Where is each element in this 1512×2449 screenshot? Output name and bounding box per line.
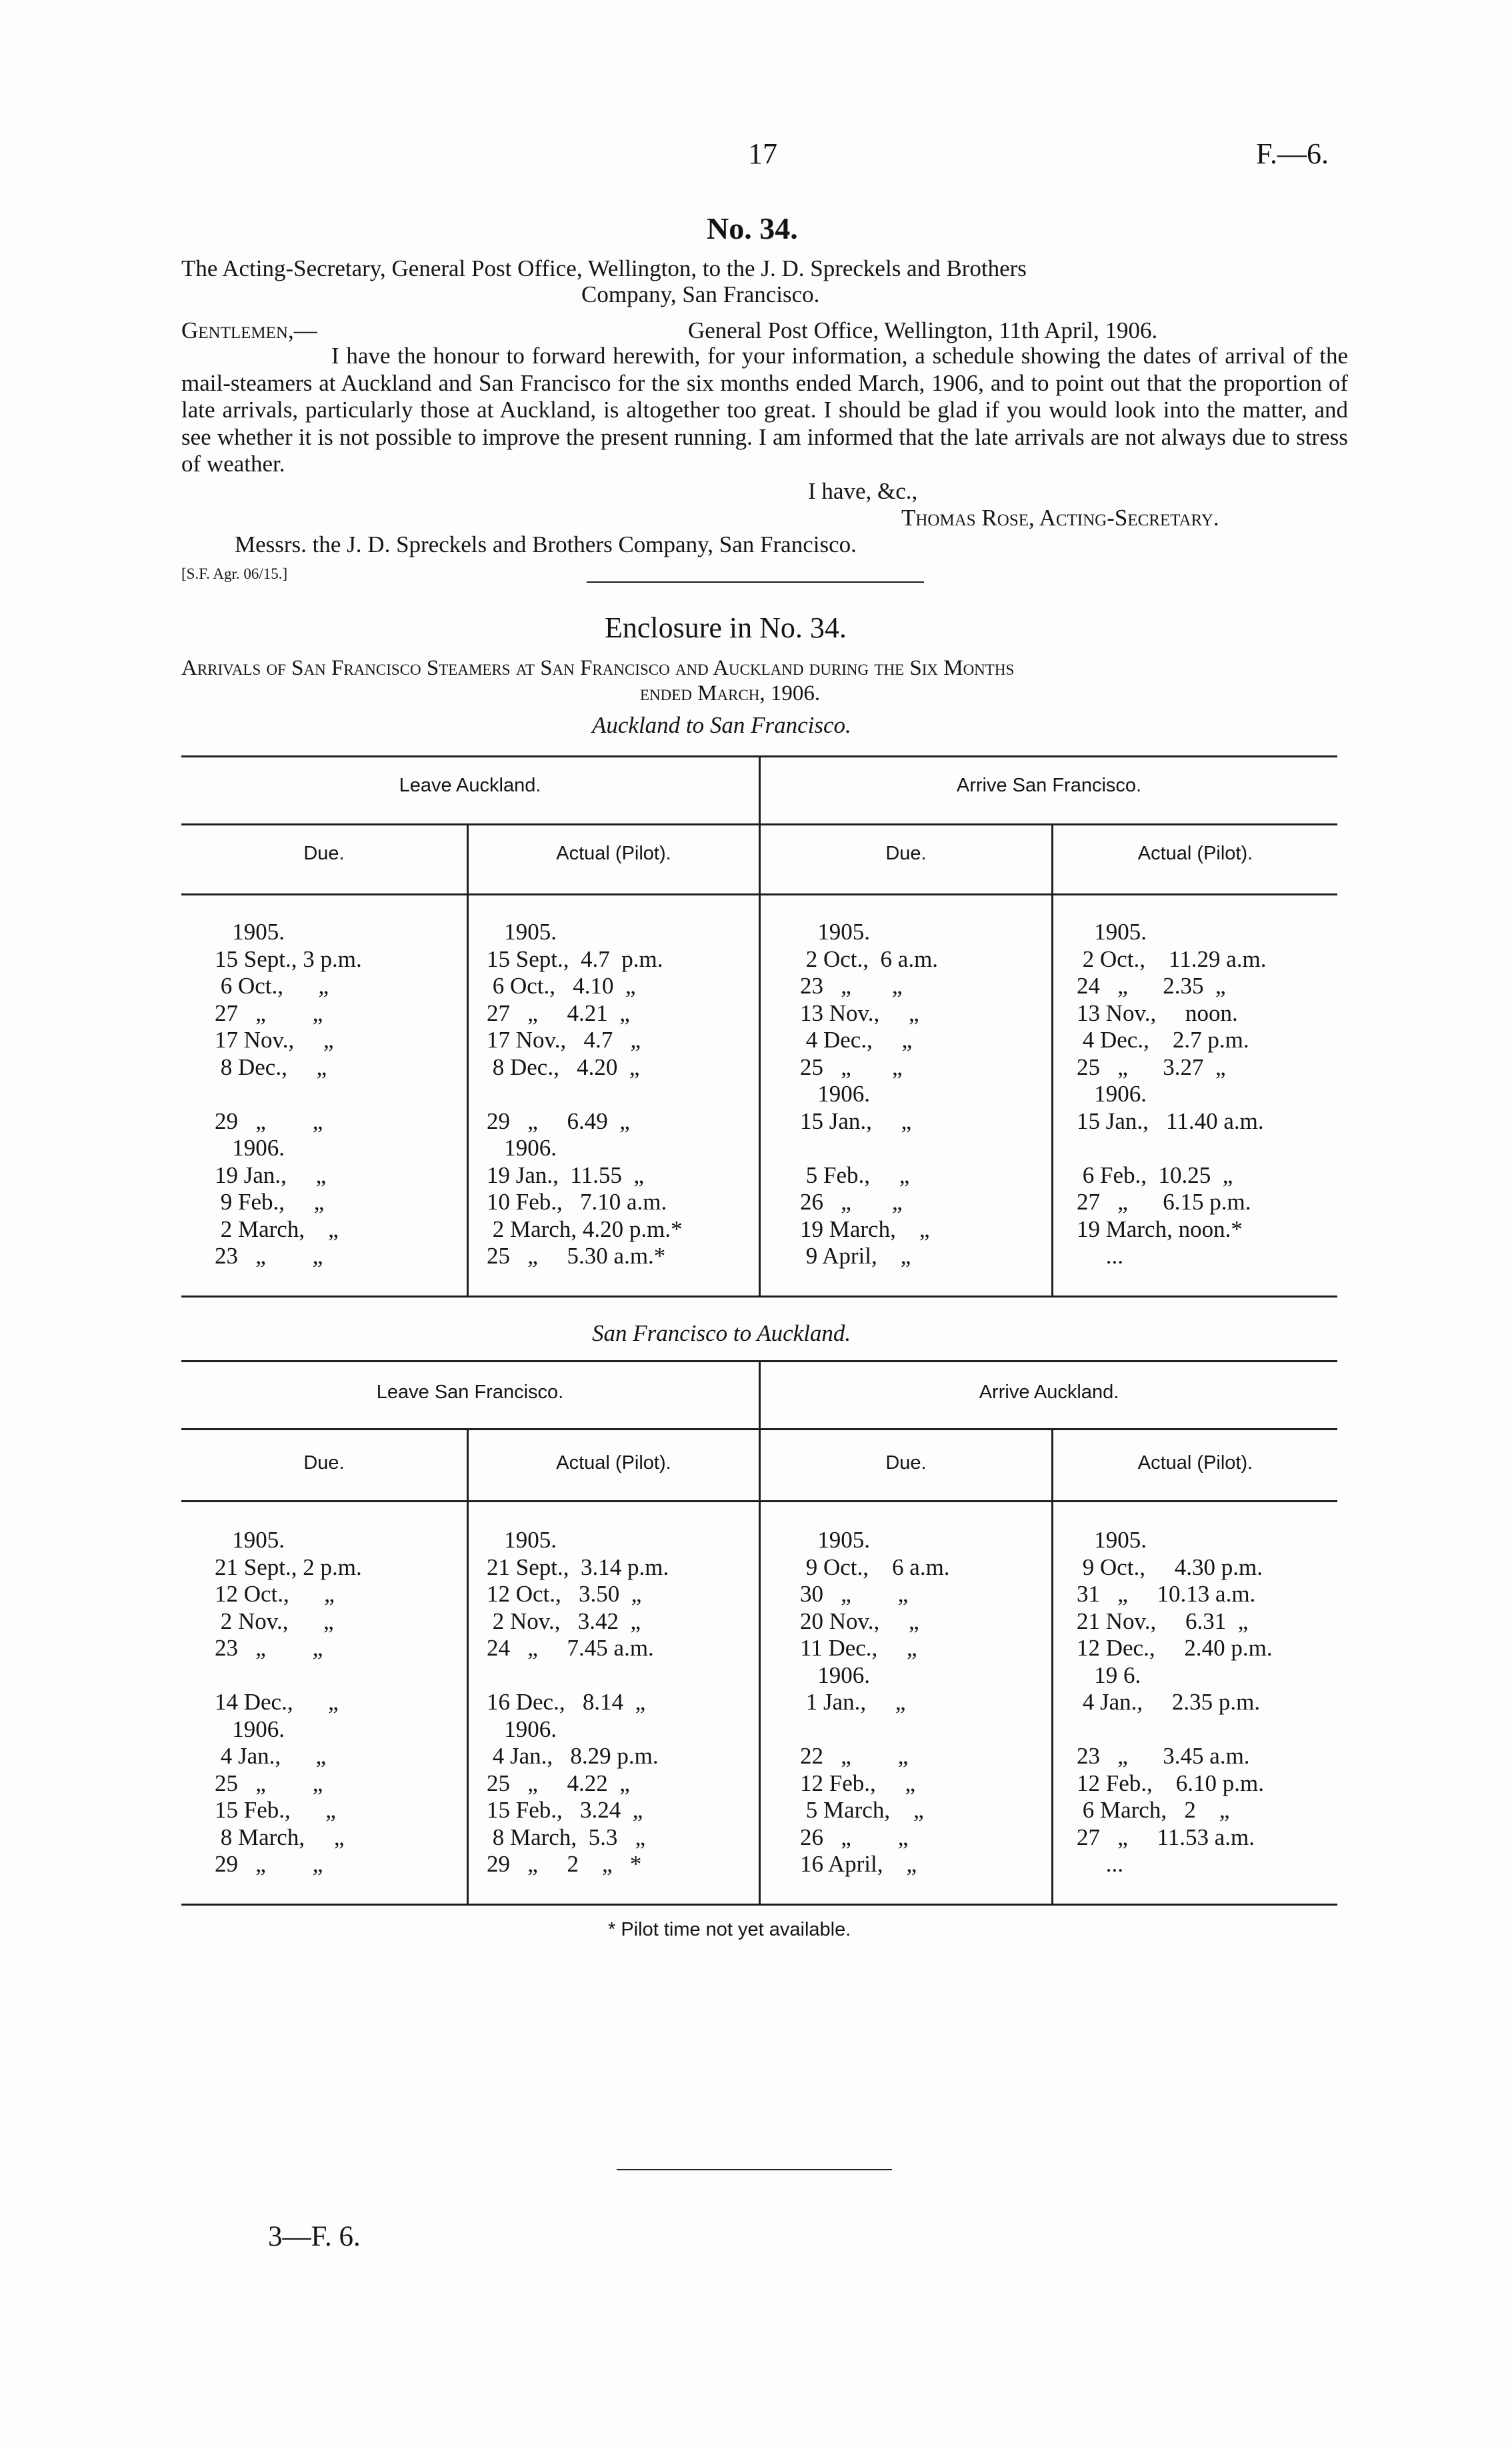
table2-col-actual-leave: Actual (Pilot).: [556, 1452, 671, 1474]
table1-cell: 25 „ 5.30 a.m.*: [487, 1243, 666, 1269]
table1-cell: 5 Feb., „: [800, 1161, 910, 1188]
table2-cell: 1905.: [215, 1527, 285, 1553]
table1-cell: 26 „ „: [800, 1189, 903, 1215]
letter-recipient: Messrs. the J. D. Spreckels and Brothers Company, San Francisco.: [235, 531, 857, 557]
table2-cell: 12 Oct., 3.50 „: [487, 1581, 642, 1607]
table2-body-divider-2: [759, 1500, 761, 1904]
table1-col-due-arrive: Due.: [885, 843, 927, 864]
table1-cell: 8 Dec., „: [215, 1053, 327, 1080]
table1-col-actual-arrive: Actual (Pilot).: [1137, 843, 1253, 864]
document-reference: F.—6.: [1256, 137, 1329, 170]
table2-cell: 16 April, „: [800, 1851, 917, 1877]
table2-cell: 25 „ „: [215, 1770, 323, 1796]
table1-cell: 19 Jan., 11.55 „: [487, 1161, 644, 1188]
table1-cell: 29 „ 6.49 „: [487, 1107, 630, 1134]
table1-cell: 1905.: [1077, 919, 1147, 945]
table1-cell: 6 Oct., 4.10 „: [487, 973, 636, 999]
table2-cell: 24 „ 7.45 a.m.: [487, 1635, 654, 1661]
table1-cell: 1906.: [800, 1081, 870, 1107]
file-reference: [S.F. Agr. 06/15.]: [181, 565, 288, 582]
table1-cell: 24 „ 2.35 „: [1077, 973, 1226, 999]
table2-cell: 1905.: [1077, 1527, 1147, 1553]
table2-cell: 19 6.: [1077, 1662, 1141, 1688]
table2-cell: 12 Feb., 6.10 p.m.: [1077, 1770, 1264, 1796]
table2-cell: 16 Dec., 8.14 „: [487, 1689, 646, 1715]
table2-cell: 2 Nov., 3.42 „: [487, 1608, 641, 1634]
enclosure-title: Enclosure in No. 34.: [605, 611, 847, 644]
table2-cell: 31 „ 10.13 a.m.: [1077, 1581, 1256, 1607]
table2-cell: 2 Nov., „: [215, 1608, 334, 1634]
table2-cell: 30 „ „: [800, 1581, 909, 1607]
footnote: * Pilot time not yet available.: [608, 1919, 851, 1940]
table1-cell: 1906.: [215, 1135, 285, 1161]
letter-address-line2: Company, San Francisco.: [581, 281, 820, 307]
enclosure-heading-line1: Arrivals of San Francisco Steamers at San Francisco and Auckland during the Six Months: [181, 656, 1015, 680]
table1-title: Auckland to San Francisco.: [592, 712, 851, 738]
table1-cell: 13 Nov., noon.: [1077, 999, 1238, 1026]
letter-address-line1: The Acting-Secretary, General Post Office, Wellington, to the J. D. Spreckels and Brothers: [181, 255, 1027, 281]
table2-group-left: Leave San Francisco.: [376, 1382, 564, 1403]
table2-cell: 25 „ 4.22 „: [487, 1770, 630, 1796]
table1-col-due-leave: Due.: [303, 843, 345, 864]
table2-cell: 4 Jan., 2.35 p.m.: [1077, 1689, 1261, 1715]
letter-body: [181, 343, 1348, 478]
table1-cell: 27 „ „: [215, 999, 323, 1026]
table2-col-due-arrive: Due.: [885, 1452, 927, 1474]
table1-cell: 25 „ „: [800, 1053, 903, 1080]
table1-cell: 15 Sept., 3 p.m.: [215, 945, 362, 972]
table2-cell: 11 Dec., „: [800, 1635, 917, 1661]
table2-cell: 6 March, 2 „: [1077, 1797, 1230, 1823]
letter-closing: I have, &c.,: [808, 478, 918, 504]
table1-cell: 9 Feb., „: [215, 1189, 325, 1215]
table1-cell: 6 Oct., „: [215, 973, 329, 999]
letter-signature: Thomas Rose, Acting-Secretary.: [901, 505, 1219, 531]
table2-cell: 15 Feb., „: [215, 1797, 336, 1823]
table1-cell: 23 „ „: [215, 1243, 323, 1269]
table1-cell: 1905.: [487, 919, 557, 945]
table2-cell: 8 March, „: [215, 1824, 345, 1850]
table2-cell: 8 March, 5.3 „: [487, 1824, 646, 1850]
table2-body-divider-1: [467, 1500, 469, 1904]
table1-cell: 4 Dec., „: [800, 1027, 913, 1053]
page-number: 17: [748, 137, 777, 170]
enclosure-heading-line2: ended March, 1906.: [640, 681, 821, 705]
table1-cell: 2 Oct., 6 a.m.: [800, 945, 939, 972]
table1-group-left: Leave Auckland.: [399, 775, 541, 796]
table1-cell: 4 Dec., 2.7 p.m.: [1077, 1027, 1249, 1053]
table2-cell: 23 „ 3.45 a.m.: [1077, 1743, 1250, 1769]
table2-cell: 9 Oct., 6 a.m.: [800, 1554, 950, 1580]
table1-cell: 2 March, „: [215, 1215, 339, 1242]
table1-body-divider-2: [759, 893, 761, 1296]
table2-cell: 12 Oct., „: [215, 1581, 335, 1607]
table2-cell: 1906.: [215, 1716, 285, 1742]
table2-col-actual-arrive: Actual (Pilot).: [1137, 1452, 1253, 1474]
table1-cell: 13 Nov., „: [800, 999, 919, 1026]
table2-cell: 9 Oct., 4.30 p.m.: [1077, 1554, 1263, 1580]
letter-salutation: Gentlemen,—: [181, 317, 317, 343]
table2-cell: 29 „ 2 „ *: [487, 1851, 642, 1877]
letter-body-text: I have the honour to forward herewith, for your information, a schedule showing the dates of arrival of the mail-steamers at Auckland and San Francisco for the six months ended March, 1906, and to point out that the proportion of late arrivals, particularly those at Auckland, is altogether too great. I should be glad if you would look into the matter, and see whether it is not possible to improve the present running. I am informed that the late arrivals are not always due to stress of weather.: [181, 343, 1348, 477]
table1-cell: 19 March, noon.*: [1077, 1215, 1243, 1242]
table2-cell: 29 „ „: [215, 1851, 323, 1877]
table2-cell: 26 „ „: [800, 1824, 909, 1850]
signature-mark: 3—F. 6.: [268, 2221, 361, 2252]
table2-cell: 1906.: [487, 1716, 557, 1742]
table2-body-divider-3: [1051, 1500, 1053, 1904]
table2-cell: 23 „ „: [215, 1635, 323, 1661]
table2-cell: 14 Dec., „: [215, 1689, 339, 1715]
table1-cell: 29 „ „: [215, 1107, 323, 1134]
table2-cell: 22 „ „: [800, 1743, 909, 1769]
table1-cell: ...: [1077, 1243, 1123, 1269]
table1-cell: 1906.: [1077, 1081, 1147, 1107]
table2-group-right: Arrive Auckland.: [979, 1382, 1119, 1403]
table1-cell: 27 „ 4.21 „: [487, 999, 630, 1026]
table2-bottom-rule: [181, 1904, 1337, 1906]
table1-body-divider-1: [467, 893, 469, 1296]
table1-cell: 6 Feb., 10.25 „: [1077, 1161, 1233, 1188]
section-divider: [587, 581, 924, 583]
table2-cell: 20 Nov., „: [800, 1608, 919, 1634]
table2-title: San Francisco to Auckland.: [592, 1320, 851, 1346]
table2-cell: 12 Feb., „: [800, 1770, 916, 1796]
table2-cell: 1905.: [487, 1527, 557, 1553]
table1-cell: 2 March, 4.20 p.m.*: [487, 1215, 683, 1242]
table2-col-due-leave: Due.: [303, 1452, 345, 1474]
table2-cell: 1905.: [800, 1527, 870, 1553]
table1-cell: 17 Nov., „: [215, 1027, 334, 1053]
table1-cell: 15 Sept., 4.7 p.m.: [487, 945, 663, 972]
table1-cell: 15 Jan., „: [800, 1107, 912, 1134]
end-rule: [617, 2169, 892, 2170]
table1-cell: 15 Jan., 11.40 a.m.: [1077, 1107, 1264, 1134]
table2-cell: 1 Jan., „: [800, 1689, 906, 1715]
table1-cell: 10 Feb., 7.10 a.m.: [487, 1189, 667, 1215]
table1-cell: 27 „ 6.15 p.m.: [1077, 1189, 1251, 1215]
table1-cell: 1905.: [215, 919, 285, 945]
table2-cell: 5 March, „: [800, 1797, 924, 1823]
table1-bottom-rule: [181, 1296, 1337, 1298]
table2-cell: 4 Jan., „: [215, 1743, 327, 1769]
table2-cell: 21 Sept., 2 p.m.: [215, 1554, 362, 1580]
table2-cell: 15 Feb., 3.24 „: [487, 1797, 643, 1823]
table2-cell: 27 „ 11.53 a.m.: [1077, 1824, 1255, 1850]
table1-cell: 19 Jan., „: [215, 1161, 327, 1188]
table2-cell: 21 Sept., 3.14 p.m.: [487, 1554, 669, 1580]
table1-cell: 9 April, „: [800, 1243, 911, 1269]
table1-cell: 2 Oct., 11.29 a.m.: [1077, 945, 1267, 972]
letter-place-date: General Post Office, Wellington, 11th April, 1906.: [688, 317, 1158, 343]
table1-cell: 19 March, „: [800, 1215, 930, 1242]
table1-cell: 1905.: [800, 919, 870, 945]
table2-cell: ...: [1077, 1851, 1123, 1877]
table2-cell: 12 Dec., 2.40 p.m.: [1077, 1635, 1273, 1661]
table1-group-right: Arrive San Francisco.: [956, 775, 1142, 796]
table2-cell: 21 Nov., 6.31 „: [1077, 1608, 1249, 1634]
table1-cell: 1906.: [487, 1135, 557, 1161]
table1-body-divider-3: [1051, 893, 1053, 1296]
table2-cell: 1906.: [800, 1662, 870, 1688]
table2-cell: 4 Jan., 8.29 p.m.: [487, 1743, 659, 1769]
table1-cell: 8 Dec., 4.20 „: [487, 1053, 640, 1080]
letter-number-title: No. 34.: [707, 211, 798, 245]
table1-cell: 25 „ 3.27 „: [1077, 1053, 1226, 1080]
table1-cell: 23 „ „: [800, 973, 903, 999]
table1-col-actual-leave: Actual (Pilot).: [556, 843, 671, 864]
table1-cell: 17 Nov., 4.7 „: [487, 1027, 641, 1053]
